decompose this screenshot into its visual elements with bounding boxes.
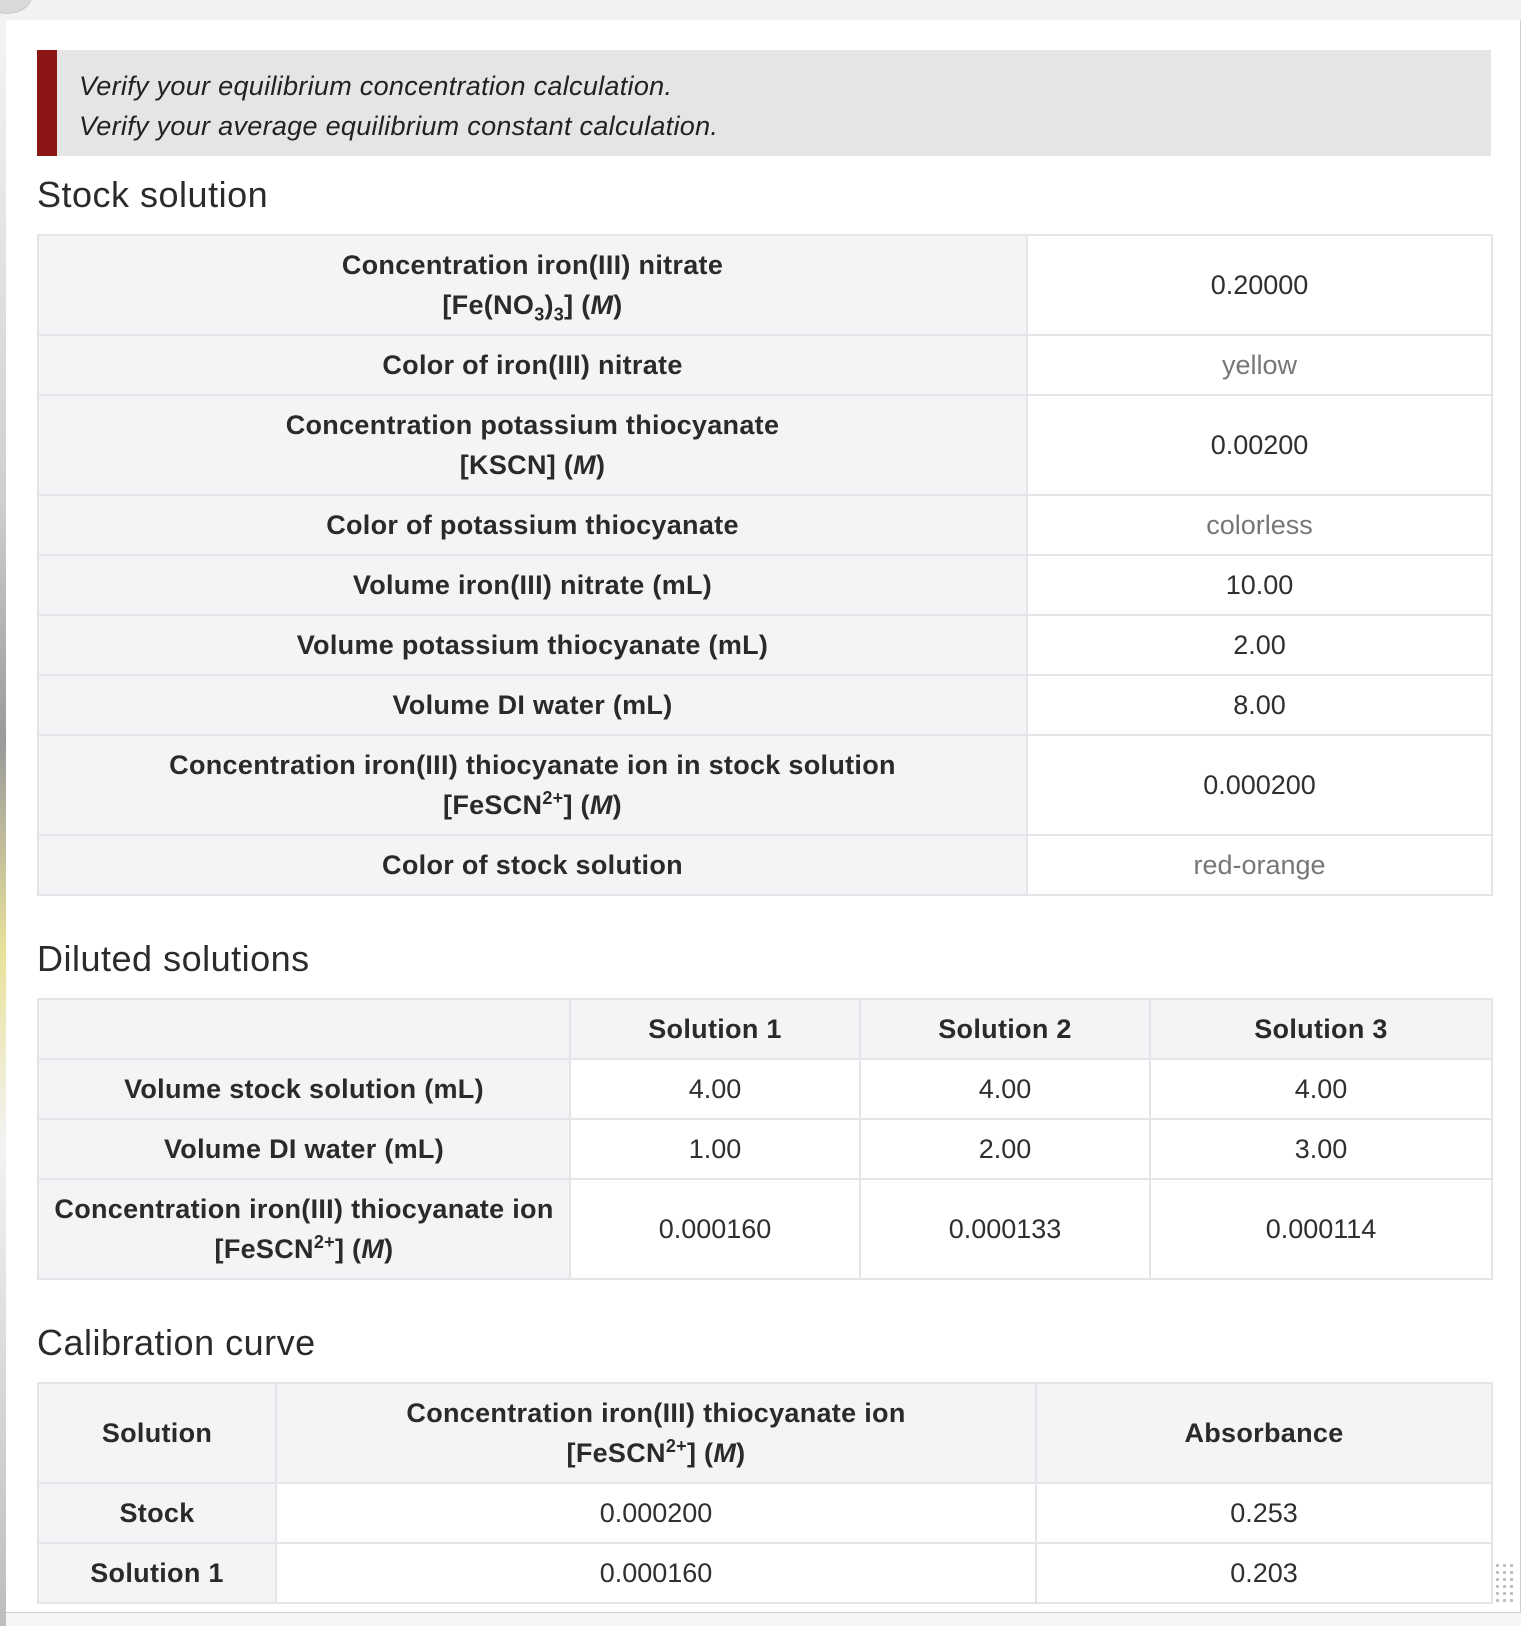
row-label — [38, 735, 1027, 835]
formula-text: ) — [384, 1234, 394, 1264]
table-row — [38, 235, 1492, 335]
row-value: 10.00 — [1027, 555, 1492, 615]
column-header-solution: Solution — [38, 1383, 276, 1483]
formula-text: ) — [736, 1438, 746, 1468]
resize-grip-icon[interactable] — [1494, 1562, 1516, 1602]
label-text: Concentration iron(III) thiocyanate ion — [54, 1194, 554, 1224]
row-value: red-orange — [1027, 835, 1492, 895]
window-top-bar — [0, 0, 1521, 21]
feedback-banner — [37, 50, 1491, 156]
row-label — [38, 395, 1027, 495]
column-header: Solution 1 — [570, 999, 860, 1059]
formula-subscript: 3 — [534, 304, 545, 325]
formula-subscript: 3 — [553, 304, 565, 325]
unit-text: M — [361, 1234, 385, 1264]
feedback-message-1: Verify your equilibrium concentration calculation. — [79, 71, 673, 101]
table-row — [38, 1179, 1492, 1279]
formula-text: ) — [612, 790, 622, 820]
table-row — [38, 555, 1492, 615]
table-row — [38, 1543, 1492, 1603]
row-value: 0.00200 — [1027, 395, 1492, 495]
lab-data-panel — [6, 20, 1521, 1613]
column-header: Solution 2 — [860, 999, 1150, 1059]
table-header-row — [38, 1383, 1492, 1483]
stock-solution-title: Stock solution — [37, 174, 269, 215]
cell-value: 0.000114 — [1150, 1179, 1492, 1279]
formula-text: [FeSCN — [214, 1234, 314, 1264]
row-label: Volume stock solution (mL) — [38, 1059, 570, 1119]
cell-value: 3.00 — [1150, 1119, 1492, 1179]
calibration-curve-title: Calibration curve — [37, 1322, 316, 1363]
window-corner-button[interactable] — [0, 0, 32, 14]
row-label: Solution 1 — [38, 1543, 276, 1603]
unit-text: M — [589, 790, 613, 820]
table-row — [38, 495, 1492, 555]
formula-superscript: 2+ — [665, 1436, 687, 1456]
row-value: 0.20000 — [1027, 235, 1492, 335]
formula-text: [FeSCN — [443, 790, 543, 820]
table-row — [38, 1483, 1492, 1543]
row-label — [38, 235, 1027, 335]
panel-content — [37, 50, 1491, 1604]
unit-text: M — [713, 1438, 737, 1468]
row-label: Color of potassium thiocyanate — [38, 495, 1027, 555]
table-row — [38, 835, 1492, 895]
cell-value: 0.253 — [1036, 1483, 1492, 1543]
row-label: Volume potassium thiocyanate (mL) — [38, 615, 1027, 675]
feedback-message-2: Verify your average equilibrium constant calculation. — [79, 111, 719, 141]
cell-value: 0.203 — [1036, 1543, 1492, 1603]
cell-value: 4.00 — [570, 1059, 860, 1119]
diluted-solutions-table — [37, 998, 1493, 1280]
empty-header-cell — [38, 999, 570, 1059]
row-value: 0.000200 — [1027, 735, 1492, 835]
formula-text: ) — [544, 290, 554, 320]
row-label: Volume iron(III) nitrate (mL) — [38, 555, 1027, 615]
formula-text: [FeSCN — [566, 1438, 666, 1468]
cell-value: 4.00 — [860, 1059, 1150, 1119]
table-row — [38, 1059, 1492, 1119]
row-label: Volume DI water (mL) — [38, 1119, 570, 1179]
table-row — [38, 335, 1492, 395]
unit-text: M — [590, 290, 614, 320]
formula-superscript: 2+ — [313, 1232, 335, 1252]
row-value: yellow — [1027, 335, 1492, 395]
cell-value: 0.000200 — [276, 1483, 1036, 1543]
column-header-absorbance: Absorbance — [1036, 1383, 1492, 1483]
label-text: Concentration iron(III) nitrate — [341, 250, 724, 280]
cell-value: 0.000160 — [570, 1179, 860, 1279]
formula-text: [Fe(NO — [442, 290, 535, 320]
label-text: Concentration iron(III) thiocyanate ion — [406, 1398, 906, 1428]
formula-text: ] ( — [686, 1438, 714, 1468]
table-row — [38, 395, 1492, 495]
formula-text: ] ( — [563, 790, 590, 820]
cell-value: 1.00 — [570, 1119, 860, 1179]
table-header-row — [38, 999, 1492, 1059]
label-text: Concentration iron(III) thiocyanate ion in stock solution — [169, 750, 896, 780]
stock-solution-table — [37, 234, 1493, 896]
unit-text: M — [573, 450, 596, 480]
calibration-curve-table — [37, 1382, 1493, 1604]
formula-text: ) — [613, 290, 623, 320]
formula-text: ) — [595, 450, 606, 480]
label-text: Concentration potassium thiocyanate — [285, 410, 780, 440]
formula-text: ] ( — [564, 290, 591, 320]
formula-superscript: 2+ — [542, 788, 564, 808]
row-value: 8.00 — [1027, 675, 1492, 735]
table-row — [38, 675, 1492, 735]
formula-text: ] ( — [334, 1234, 362, 1264]
column-header-concentration — [276, 1383, 1036, 1483]
diluted-solutions-title: Diluted solutions — [37, 938, 310, 979]
row-label: Color of iron(III) nitrate — [38, 335, 1027, 395]
row-label: Color of stock solution — [38, 835, 1027, 895]
row-value: 2.00 — [1027, 615, 1492, 675]
column-header: Solution 3 — [1150, 999, 1492, 1059]
table-row — [38, 615, 1492, 675]
table-row — [38, 1119, 1492, 1179]
cell-value: 0.000160 — [276, 1543, 1036, 1603]
cell-value: 4.00 — [1150, 1059, 1492, 1119]
cell-value: 2.00 — [860, 1119, 1150, 1179]
row-value: colorless — [1027, 495, 1492, 555]
row-label: Volume DI water (mL) — [38, 675, 1027, 735]
cell-value: 0.000133 — [860, 1179, 1150, 1279]
row-label: Stock — [38, 1483, 276, 1543]
table-row — [38, 735, 1492, 835]
formula-text: [KSCN] ( — [459, 450, 574, 480]
row-label — [38, 1179, 570, 1279]
